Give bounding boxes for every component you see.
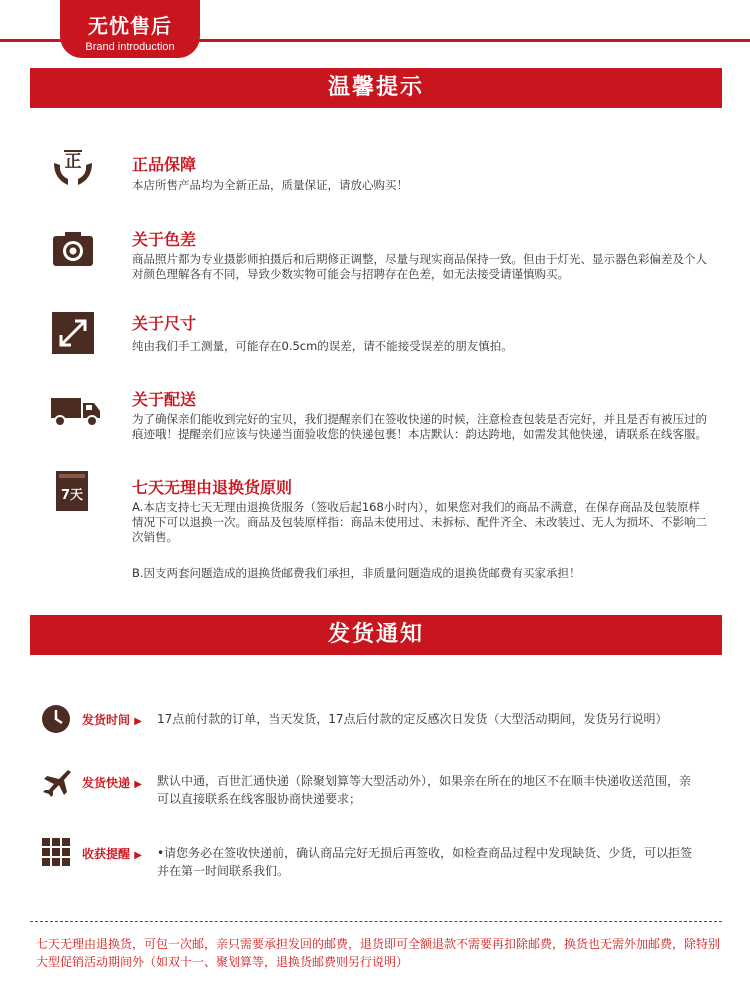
tip-body: 为了确保亲们能收到完好的宝贝，我们提醒亲们在签收快递的时候，注意检查包装是否完好，并且是否有被压过的痕迹哦！提醒亲们应该与快递当面验收您的快递包裹！本店默认：韵达跨地，如需发其他快递，请联系在线客服。	[132, 412, 707, 441]
ship-label: 收获提醒 ▶	[82, 847, 142, 861]
ship-text: 默认中通，百世汇通快递（除聚划算等大型活动外），如果亲在所在的地区不在顺丰快递收送范围，亲可以直接联系在线客服协商快递要求；	[157, 774, 692, 806]
banner-shipping: 发货通知	[30, 615, 722, 655]
header-title: 无忧售后	[88, 14, 172, 38]
ship-text: 17点前付款的订单，当天发货，17点后付款的定反感次日发货（大型活动期间，发货另行说明）	[157, 712, 668, 726]
ship-label: 发货快递 ▶	[82, 776, 142, 790]
tip-body-b: B.因支两套问题造成的退换货邮费我们承担，非质量问题造成的退换货邮费有买家承担！	[132, 566, 581, 580]
camera-icon	[50, 226, 96, 272]
seven-day-icon	[50, 468, 96, 514]
tip-title: 关于尺寸	[132, 314, 197, 333]
tip-body: 商品照片都为专业摄影师拍摄后和后期修正调整，尽量与现实商品保持一致。但由于灯光、显示器色彩偏差及个人对颜色理解各有不同，导致少数实物可能会与招聘存在色差，如无法接受请谨慎购买。	[132, 252, 707, 281]
tip-title: 关于配送	[132, 390, 197, 409]
svg-text:7天: 7天	[60, 488, 84, 503]
resize-arrow-icon	[50, 310, 96, 356]
airplane-icon	[40, 766, 72, 798]
header-tab	[60, 0, 200, 58]
tip-title: 关于色差	[132, 230, 197, 249]
ship-label: 发货时间 ▶	[82, 713, 142, 727]
divider	[30, 921, 722, 922]
tip-title: 正品保障	[132, 155, 197, 174]
tip-body: 纯由我们手工测量，可能存在0.5cm的误差，请不能接受误差的朋友慎拍。	[132, 339, 513, 353]
zheng-hands-icon	[50, 143, 96, 189]
header-subtitle: Brand introduction	[85, 41, 175, 53]
tip-title: 七天无理由退换货原则	[132, 478, 293, 497]
grid-icon	[40, 836, 72, 868]
bottom-note: 七天无理由退换货，可包一次邮，亲只需要承担发回的邮费，退货即可全额退款不需要再扣除邮费，换货也无需外加邮费，除特别大型促销活动期间外（如双十一、聚划算等，退换货邮费则另行说明）	[36, 937, 721, 969]
banner-tips: 温馨提示	[30, 68, 722, 108]
truck-icon	[50, 386, 96, 432]
clock-icon	[40, 703, 72, 735]
tip-body: 本店所售产品均为全新正品，质量保证，请放心购买！	[132, 178, 408, 192]
svg-text:正: 正	[64, 152, 82, 172]
ship-text: •请您务必在签收快递前，确认商品完好无损后再签收，如检查商品过程中发现缺货、少货，可以拒签并在第一时间联系我们。	[157, 846, 693, 878]
tip-body: A.本店支持七天无理由退换货服务（签收后起168小时内），如果您对我们的商品不满意，在保存商品及包装原样情况下可以退换一次。商品及包装原样指：商品未使用过、未拆标、配件齐全、未改装过、无人为损坏、不影响二次销售。	[132, 500, 707, 544]
